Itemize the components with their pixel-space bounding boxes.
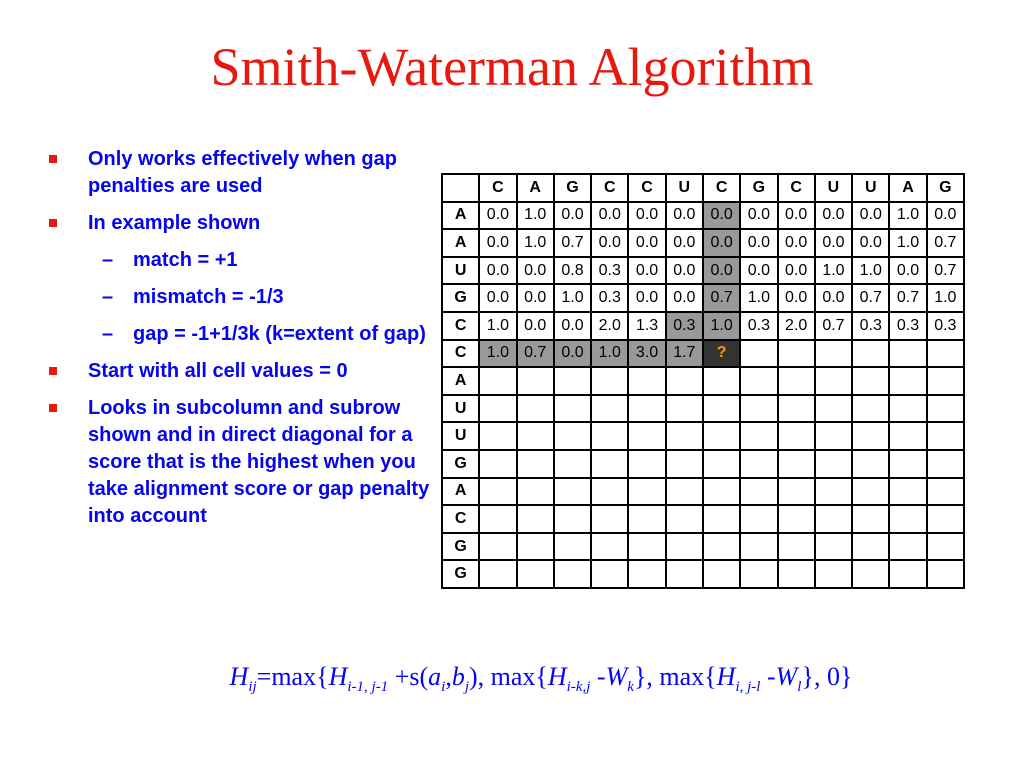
matrix-cell (591, 395, 628, 423)
sub-bullet-text: match = +1 (133, 249, 238, 271)
row-header: G (442, 284, 479, 312)
matrix-cell (852, 533, 889, 561)
dash-bullet-icon: – (102, 286, 114, 308)
matrix-cell (778, 340, 815, 368)
formula-eq-max: =max{ (256, 662, 329, 691)
matrix-cell: 0.7 (927, 257, 964, 285)
matrix-cell: 0.0 (479, 257, 516, 285)
formula-sub-row: i, j-l (735, 679, 761, 696)
row-header: C (442, 340, 479, 368)
column-header: G (554, 174, 591, 202)
matrix-cell: 1.0 (703, 312, 740, 340)
matrix-cell: 0.0 (927, 202, 964, 230)
matrix-cell (666, 395, 703, 423)
matrix-cell (889, 450, 926, 478)
matrix-cell (703, 533, 740, 561)
matrix-row (442, 560, 964, 588)
matrix-cell (703, 395, 740, 423)
matrix-row (442, 478, 964, 506)
matrix-cell: 1.0 (479, 340, 516, 368)
matrix-cell: 0.7 (927, 229, 964, 257)
matrix-cell (778, 422, 815, 450)
matrix-cell (927, 505, 964, 533)
formula-a: a (428, 662, 442, 691)
matrix-cell (740, 450, 777, 478)
matrix-cell (889, 560, 926, 588)
matrix-cell (852, 340, 889, 368)
matrix-cell (628, 367, 665, 395)
matrix-row (442, 367, 964, 395)
matrix-cell (479, 422, 516, 450)
matrix-cell: 0.3 (591, 284, 628, 312)
formula-sub-ij: ij (248, 679, 257, 696)
formula-mid1: ), max{ (468, 662, 548, 691)
matrix-cell (927, 533, 964, 561)
matrix-cell (517, 533, 554, 561)
matrix-cell: 0.0 (778, 229, 815, 257)
matrix-cell: 0.0 (666, 257, 703, 285)
matrix-cell: 1.3 (628, 312, 665, 340)
matrix-row (442, 312, 964, 340)
matrix-cell (703, 367, 740, 395)
matrix-cell: 0.3 (740, 312, 777, 340)
matrix-cell: 0.0 (517, 312, 554, 340)
matrix-cell: 0.0 (740, 257, 777, 285)
bullet-list (48, 146, 432, 540)
matrix-cell (852, 450, 889, 478)
matrix-row (442, 202, 964, 230)
sub-bullet-item (48, 321, 432, 348)
matrix-cell: 0.0 (778, 284, 815, 312)
formula-sub-wk: k (627, 679, 634, 696)
matrix-cell (927, 367, 964, 395)
matrix-cell (927, 422, 964, 450)
score-matrix (441, 173, 965, 589)
matrix-cell: 0.3 (666, 312, 703, 340)
matrix-row (442, 450, 964, 478)
matrix-cell (591, 367, 628, 395)
matrix-cell (479, 560, 516, 588)
matrix-cell: 0.0 (591, 202, 628, 230)
matrix-cell (703, 450, 740, 478)
row-header: A (442, 202, 479, 230)
matrix-cell (852, 367, 889, 395)
matrix-cell (815, 395, 852, 423)
matrix-cell: 0.3 (591, 257, 628, 285)
matrix-cell: 0.7 (815, 312, 852, 340)
row-header: A (442, 229, 479, 257)
matrix-cell (852, 422, 889, 450)
matrix-cell (815, 478, 852, 506)
matrix-cell: 1.0 (852, 257, 889, 285)
corner-cell (442, 174, 479, 202)
matrix-cell (740, 395, 777, 423)
column-header: C (778, 174, 815, 202)
matrix-cell: 0.0 (815, 284, 852, 312)
matrix-cell: 3.0 (628, 340, 665, 368)
dash-bullet-icon: – (102, 249, 114, 271)
formula-sub-ai: i (441, 679, 446, 696)
matrix-cell: 0.0 (778, 202, 815, 230)
matrix-cell (628, 505, 665, 533)
matrix-cell: 0.0 (703, 202, 740, 230)
matrix-row (442, 340, 964, 368)
formula-sub-bj: j (464, 679, 469, 696)
matrix-cell: 0.0 (666, 202, 703, 230)
sub-bullet-item (48, 284, 432, 311)
square-bullet-icon (49, 155, 57, 163)
matrix-cell (628, 478, 665, 506)
row-header: A (442, 478, 479, 506)
matrix-cell (815, 422, 852, 450)
matrix-cell (517, 395, 554, 423)
matrix-cell (666, 560, 703, 588)
matrix-cell: 2.0 (591, 312, 628, 340)
column-header: G (740, 174, 777, 202)
formula-sub-col: i-k,j (566, 679, 591, 696)
matrix-cell: 0.7 (889, 284, 926, 312)
row-header: U (442, 422, 479, 450)
matrix-cell (815, 560, 852, 588)
matrix-cell (740, 478, 777, 506)
matrix-cell: 0.0 (591, 229, 628, 257)
recurrence-formula (0, 662, 1024, 696)
bullet-text: Start with all cell values = 0 (88, 360, 348, 382)
matrix-cell (889, 422, 926, 450)
formula-comma: , (445, 662, 452, 691)
matrix-cell (591, 450, 628, 478)
matrix-row (442, 257, 964, 285)
row-header: G (442, 450, 479, 478)
slide-title: Smith-Waterman Algorithm (210, 37, 814, 97)
bullet-text: Only works effectively when gap penalties are used (88, 148, 397, 197)
matrix-cell: 0.3 (852, 312, 889, 340)
bullet-item (48, 358, 432, 385)
matrix-cell (517, 560, 554, 588)
matrix-row (442, 229, 964, 257)
formula-end: }, 0} (801, 662, 853, 691)
matrix-cell: 0.0 (554, 202, 591, 230)
matrix-cell (554, 367, 591, 395)
column-header: U (852, 174, 889, 202)
matrix-cell (889, 367, 926, 395)
formula-h-col: H (547, 662, 567, 691)
matrix-cell: 0.0 (628, 257, 665, 285)
matrix-cell: 0.0 (852, 229, 889, 257)
matrix-cell: 0.0 (479, 229, 516, 257)
matrix-cell (927, 450, 964, 478)
matrix-cell (554, 560, 591, 588)
matrix-cell (778, 560, 815, 588)
matrix-cell: 1.0 (479, 312, 516, 340)
matrix-cell: 1.7 (666, 340, 703, 368)
formula-mid2: }, max{ (633, 662, 717, 691)
matrix-cell (517, 505, 554, 533)
matrix-cell (628, 533, 665, 561)
matrix-cell (889, 533, 926, 561)
matrix-cell (740, 505, 777, 533)
matrix-row (442, 422, 964, 450)
matrix-cell (740, 422, 777, 450)
matrix-cell (703, 505, 740, 533)
matrix-cell (554, 395, 591, 423)
row-header: A (442, 367, 479, 395)
formula-h-diag: H (328, 662, 348, 691)
matrix-cell (479, 450, 516, 478)
row-header: G (442, 533, 479, 561)
matrix-cell (927, 478, 964, 506)
sub-bullet-text: mismatch = -1/3 (133, 286, 284, 308)
row-header: C (442, 312, 479, 340)
matrix-cell (591, 422, 628, 450)
matrix-cell: 1.0 (889, 229, 926, 257)
matrix-cell (852, 505, 889, 533)
formula-sub-diag: i-1, j-1 (347, 679, 389, 696)
column-header: U (666, 174, 703, 202)
row-header: C (442, 505, 479, 533)
matrix-cell (778, 505, 815, 533)
matrix-cell: 0.0 (666, 284, 703, 312)
formula-b: b (451, 662, 465, 691)
column-header: C (479, 174, 516, 202)
matrix-cell (517, 422, 554, 450)
matrix-cell (666, 533, 703, 561)
matrix-cell (778, 450, 815, 478)
matrix-cell: 0.0 (666, 229, 703, 257)
matrix-cell (778, 367, 815, 395)
matrix-cell (666, 367, 703, 395)
matrix-cell: 2.0 (778, 312, 815, 340)
column-header: G (927, 174, 964, 202)
matrix-cell: 0.0 (479, 202, 516, 230)
row-header: G (442, 560, 479, 588)
matrix-cell (628, 395, 665, 423)
matrix-cell: 1.0 (815, 257, 852, 285)
square-bullet-icon (49, 404, 57, 412)
matrix-cell (591, 505, 628, 533)
matrix-cell: 1.0 (591, 340, 628, 368)
column-header: A (517, 174, 554, 202)
matrix-cell (517, 478, 554, 506)
matrix-cell: 0.0 (479, 284, 516, 312)
matrix-cell (628, 560, 665, 588)
matrix-cell (889, 340, 926, 368)
matrix-cell (554, 505, 591, 533)
matrix-cell (740, 533, 777, 561)
formula-minus1: - (590, 662, 606, 691)
matrix-cell (554, 450, 591, 478)
matrix-cell: 0.0 (889, 257, 926, 285)
matrix-cell (628, 422, 665, 450)
matrix-cell (479, 505, 516, 533)
matrix-cell: 1.0 (517, 202, 554, 230)
formula-w1: W (605, 662, 628, 691)
matrix-cell: 0.0 (554, 340, 591, 368)
matrix-row (442, 395, 964, 423)
matrix-cell: 1.0 (740, 284, 777, 312)
matrix-cell (889, 478, 926, 506)
bullet-item (48, 146, 432, 200)
matrix-cell: 0.0 (815, 229, 852, 257)
matrix-cell (815, 367, 852, 395)
matrix-cell (554, 422, 591, 450)
dash-bullet-icon: – (102, 323, 114, 345)
header-row (442, 174, 964, 202)
formula-sub-wl: l (797, 679, 802, 696)
matrix-cell (591, 478, 628, 506)
matrix-cell (852, 560, 889, 588)
matrix-cell: 0.7 (554, 229, 591, 257)
formula-plus-s: +s( (388, 662, 429, 691)
matrix-cell (517, 450, 554, 478)
matrix-cell: 0.0 (815, 202, 852, 230)
bullet-item (48, 210, 432, 237)
matrix-cell (740, 367, 777, 395)
matrix-cell: 0.8 (554, 257, 591, 285)
matrix-cell (591, 533, 628, 561)
matrix-cell: 0.0 (628, 202, 665, 230)
matrix-cell (740, 560, 777, 588)
square-bullet-icon (49, 219, 57, 227)
matrix-cell (889, 395, 926, 423)
matrix-cell: 0.0 (554, 312, 591, 340)
row-header: U (442, 257, 479, 285)
matrix-cell (927, 395, 964, 423)
matrix-cell: 0.7 (852, 284, 889, 312)
matrix-cell (666, 505, 703, 533)
column-header: C (591, 174, 628, 202)
matrix-cell (666, 478, 703, 506)
matrix-cell (927, 340, 964, 368)
matrix-cell (778, 533, 815, 561)
matrix-cell (479, 478, 516, 506)
matrix-cell: 0.0 (740, 202, 777, 230)
matrix-cell: 0.0 (852, 202, 889, 230)
matrix-cell (479, 367, 516, 395)
matrix-cell: 1.0 (889, 202, 926, 230)
matrix-cell (889, 505, 926, 533)
formula-w2: W (775, 662, 798, 691)
bullet-text: In example shown (88, 212, 261, 234)
matrix-row (442, 505, 964, 533)
matrix-cell: 1.0 (927, 284, 964, 312)
formula-h-row: H (716, 662, 736, 691)
matrix-cell (517, 367, 554, 395)
matrix-cell (852, 478, 889, 506)
matrix-cell (740, 340, 777, 368)
current-cell: ? (703, 340, 740, 368)
matrix-cell: 0.0 (517, 257, 554, 285)
matrix-cell (815, 450, 852, 478)
matrix-cell (703, 560, 740, 588)
formula-h: H (229, 662, 249, 691)
sub-bullet-item (48, 247, 432, 274)
matrix-cell: 0.7 (517, 340, 554, 368)
matrix-cell (591, 560, 628, 588)
matrix-cell (703, 478, 740, 506)
matrix-cell (703, 422, 740, 450)
square-bullet-icon (49, 367, 57, 375)
matrix-cell (815, 533, 852, 561)
matrix-cell (778, 478, 815, 506)
matrix-cell (628, 450, 665, 478)
matrix-cell: 0.0 (628, 229, 665, 257)
matrix-cell: 0.0 (778, 257, 815, 285)
matrix-cell: 1.0 (554, 284, 591, 312)
matrix-cell: 0.7 (703, 284, 740, 312)
sub-bullet-text: gap = -1+1/3k (k=extent of gap) (133, 323, 426, 345)
matrix-cell (554, 478, 591, 506)
row-header: U (442, 395, 479, 423)
matrix-cell (479, 533, 516, 561)
column-header: A (889, 174, 926, 202)
matrix-row (442, 533, 964, 561)
column-header: U (815, 174, 852, 202)
column-header: C (628, 174, 665, 202)
formula-minus2: - (760, 662, 776, 691)
bullet-text: Looks in subcolumn and subrow shown and in direct diagonal for a score that is the highest when you take alignment score or gap penalty into account (88, 397, 430, 527)
matrix-cell: 0.0 (517, 284, 554, 312)
matrix-cell (815, 505, 852, 533)
matrix-row (442, 284, 964, 312)
matrix-cell: 0.0 (703, 229, 740, 257)
matrix-cell: 0.0 (628, 284, 665, 312)
matrix-cell: 0.0 (740, 229, 777, 257)
bullet-item (48, 395, 432, 530)
column-header: C (703, 174, 740, 202)
matrix-cell (927, 560, 964, 588)
matrix-cell (815, 340, 852, 368)
matrix-cell (666, 450, 703, 478)
matrix-cell: 0.0 (703, 257, 740, 285)
matrix-cell: 1.0 (517, 229, 554, 257)
matrix-cell (852, 395, 889, 423)
matrix-cell (479, 395, 516, 423)
matrix-cell (778, 395, 815, 423)
matrix-cell (554, 533, 591, 561)
matrix-cell: 0.3 (927, 312, 964, 340)
matrix-cell (666, 422, 703, 450)
matrix-cell: 0.3 (889, 312, 926, 340)
